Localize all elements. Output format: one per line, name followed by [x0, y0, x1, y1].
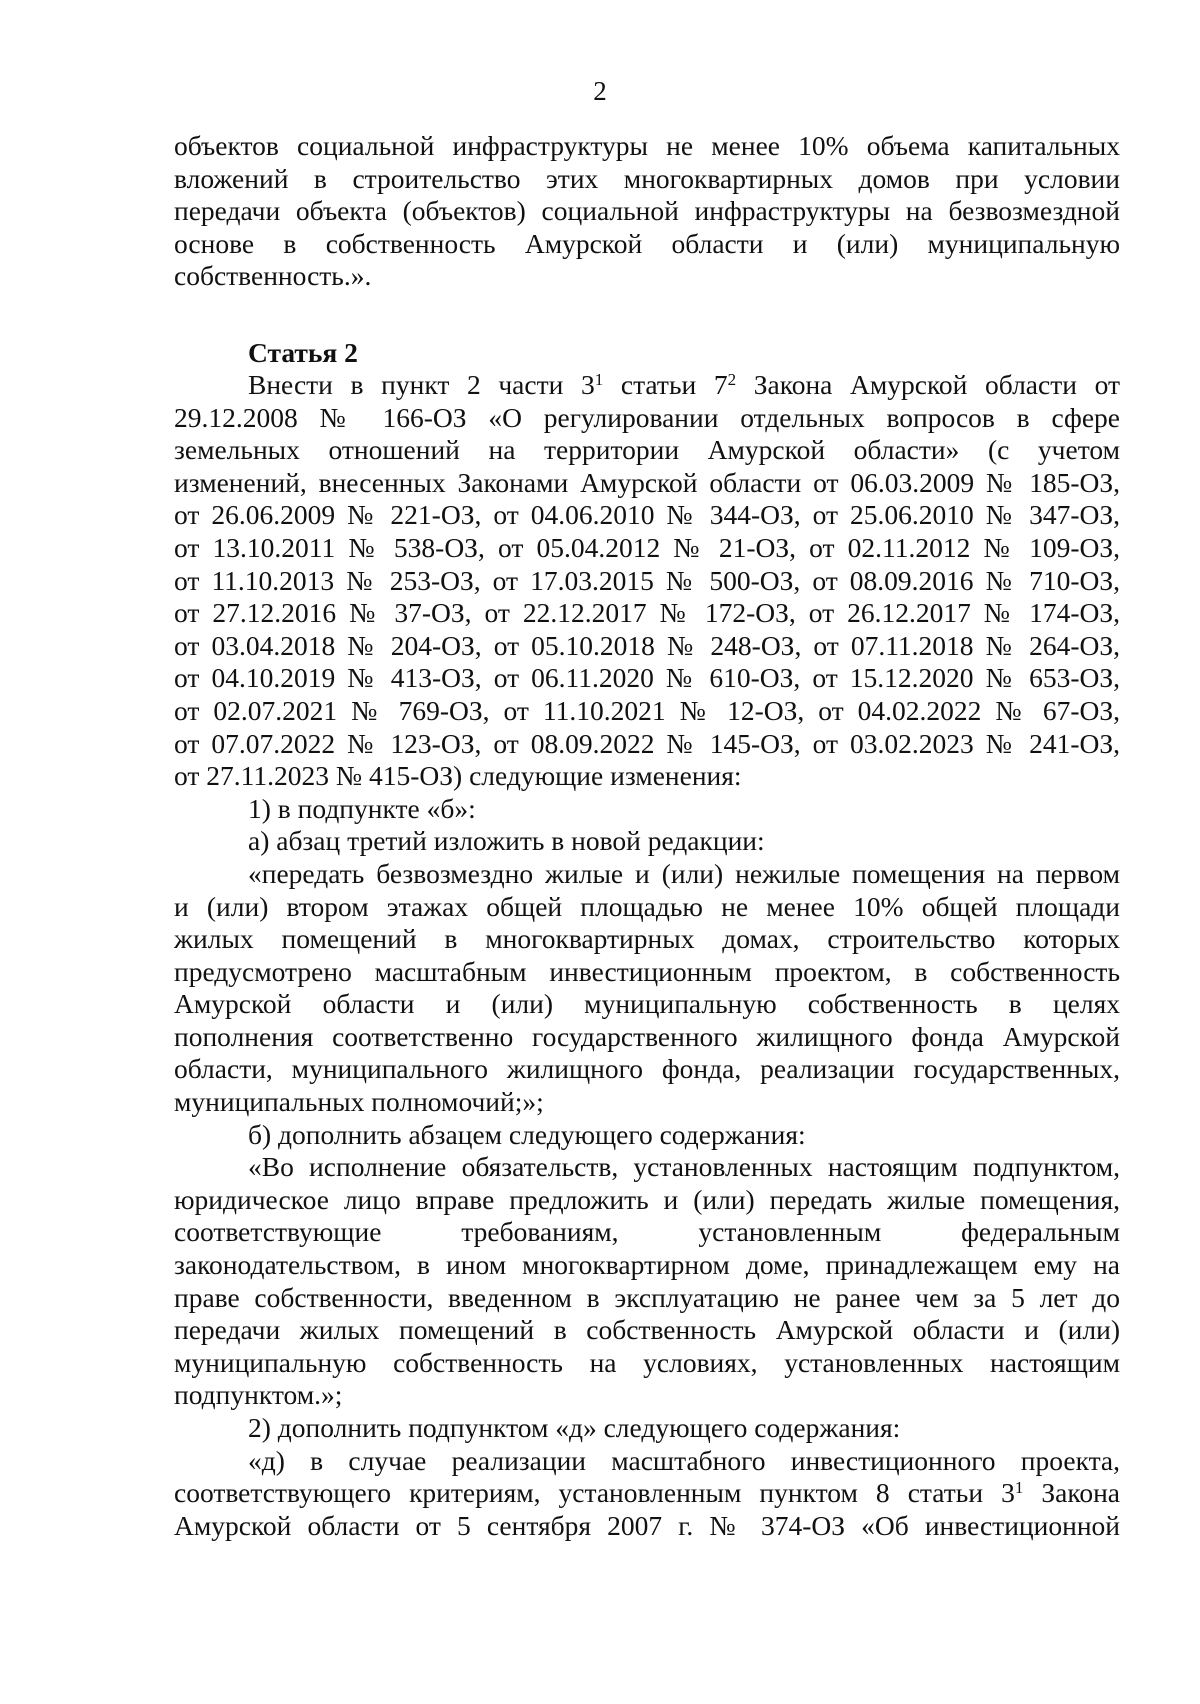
- text-line: от 07.07.2022 № 123-ОЗ, от 08.09.2022 № 145-ОЗ, от 03.02.2023 № 241-ОЗ,: [174, 727, 1120, 759]
- text-line: собственность.».: [174, 260, 372, 292]
- text-line: муниципальную собственность на условиях, установленных настоящим: [174, 1346, 1120, 1378]
- item-1-title: 1) в подпункте «б»:: [248, 792, 476, 824]
- text-line: передачи объекта (объектов) социальной инфраструктуры на безвозмездной: [174, 195, 1120, 227]
- text-line: передачи жилых помещений в собственность Амурской области и (или): [174, 1314, 1120, 1346]
- line-part: Закона: [1023, 1477, 1120, 1509]
- text-line: от 11.10.2013 № 253-ОЗ, от 17.03.2015 № 500-ОЗ, от 08.09.2016 № 710-ОЗ,: [174, 564, 1120, 596]
- text-line: объектов социальной инфраструктуры не менее 10% объема капитальных: [174, 130, 1120, 161]
- article-heading: Статья 2: [248, 337, 358, 368]
- line-part: Внести в пункт 2 части 3: [248, 369, 595, 400]
- superscript: 1: [1014, 1477, 1024, 1497]
- text-line: юридическое лицо вправе предложить и (или) передать жилые помещения,: [174, 1183, 1120, 1215]
- superscript: 2: [727, 369, 737, 389]
- text-line: и (или) втором этажах общей площадью не менее 10% общей площади: [174, 890, 1120, 922]
- text-line: от 04.10.2019 № 413-ОЗ, от 06.11.2020 № 610-ОЗ, от 15.12.2020 № 653-ОЗ,: [174, 662, 1120, 694]
- item-2-title: 2) дополнить подпунктом «д» следующего содержания:: [248, 1412, 901, 1443]
- text-line: муниципальных полномочий;»;: [174, 1086, 544, 1118]
- article-body: [174, 369, 1120, 1542]
- text-line: вложений в строительство этих многоквартирных домов при условии: [174, 162, 1120, 194]
- text-line-with-sup: [174, 1477, 1120, 1510]
- superscript: 1: [594, 369, 604, 389]
- text-line: «д) в случае реализации масштабного инвестиционного проекта,: [248, 1444, 1120, 1476]
- text-line: от 27.11.2023 № 415-ОЗ) следующие изменения:: [174, 760, 742, 792]
- text-line: от 13.10.2011 № 538-ОЗ, от 05.04.2012 № 21-ОЗ, от 02.11.2012 № 109-ОЗ,: [174, 531, 1120, 563]
- item-1a-title: а) абзац третий изложить в новой редакции:: [248, 825, 765, 857]
- item-1b-title: б) дополнить абзацем следующего содержания:: [248, 1118, 806, 1150]
- text-line: от 03.04.2018 № 204-ОЗ, от 05.10.2018 № 248-ОЗ, от 07.11.2018 № 264-ОЗ,: [174, 629, 1120, 661]
- text-line: «передать безвозмездно жилые и (или) нежилые помещения на первом: [248, 857, 1120, 889]
- top-paragraph: [174, 130, 1120, 293]
- text-line: изменений, внесенных Законами Амурской области от 06.03.2009 № 185-ОЗ,: [174, 466, 1120, 498]
- text-line: 29.12.2008 № 166-ОЗ «О регулировании отдельных вопросов в сфере: [174, 401, 1120, 433]
- text-line: подпунктом.»;: [174, 1379, 343, 1411]
- page-number: 2: [593, 76, 607, 106]
- text-line: пополнения соответственно государственного жилищного фонда Амурской: [174, 1020, 1120, 1052]
- text-line: предусмотрено масштабным инвестиционным проектом, в собственность: [174, 955, 1120, 987]
- line-part: Закона Амурской области от: [736, 369, 1120, 400]
- text-line-first: [174, 369, 1120, 402]
- text-line: от 26.06.2009 № 221-ОЗ, от 04.06.2010 № 344-ОЗ, от 25.06.2010 № 347-ОЗ,: [174, 499, 1120, 531]
- text-line: праве собственности, введенном в эксплуатацию не ранее чем за 5 лет до: [174, 1281, 1120, 1313]
- text-line: основе в собственность Амурской области и (или) муниципальную: [174, 227, 1120, 259]
- text-line: «Во исполнение обязательств, установленных настоящим подпунктом,: [248, 1151, 1120, 1183]
- text-line: жилых помещений в многоквартирных домах, строительство которых: [174, 923, 1120, 955]
- line-part: соответствующего критериям, установленным пунктом 8 статьи 3: [174, 1477, 1015, 1509]
- text-line: земельных отношений на территории Амурской области» (с учетом: [174, 434, 1120, 466]
- text-line: законодательством, в ином многоквартирном доме, принадлежащем ему на: [174, 1249, 1120, 1281]
- text-line: Амурской области и (или) муниципальную собственность в целях: [174, 988, 1120, 1020]
- text-line: Амурской области от 5 сентября 2007 г. № 374-ОЗ «Об инвестиционной: [174, 1509, 1120, 1541]
- text-line: соответствующие требованиям, установленным федеральным: [174, 1216, 1120, 1248]
- line-part: статьи 7: [603, 369, 728, 400]
- text-line: области, муниципального жилищного фонда, реализации государственных,: [174, 1053, 1120, 1085]
- text-line: от 27.12.2016 № 37-ОЗ, от 22.12.2017 № 172-ОЗ, от 26.12.2017 № 174-ОЗ,: [174, 597, 1120, 629]
- text-line: от 02.07.2021 № 769-ОЗ, от 11.10.2021 № 12-ОЗ, от 04.02.2022 № 67-ОЗ,: [174, 694, 1120, 726]
